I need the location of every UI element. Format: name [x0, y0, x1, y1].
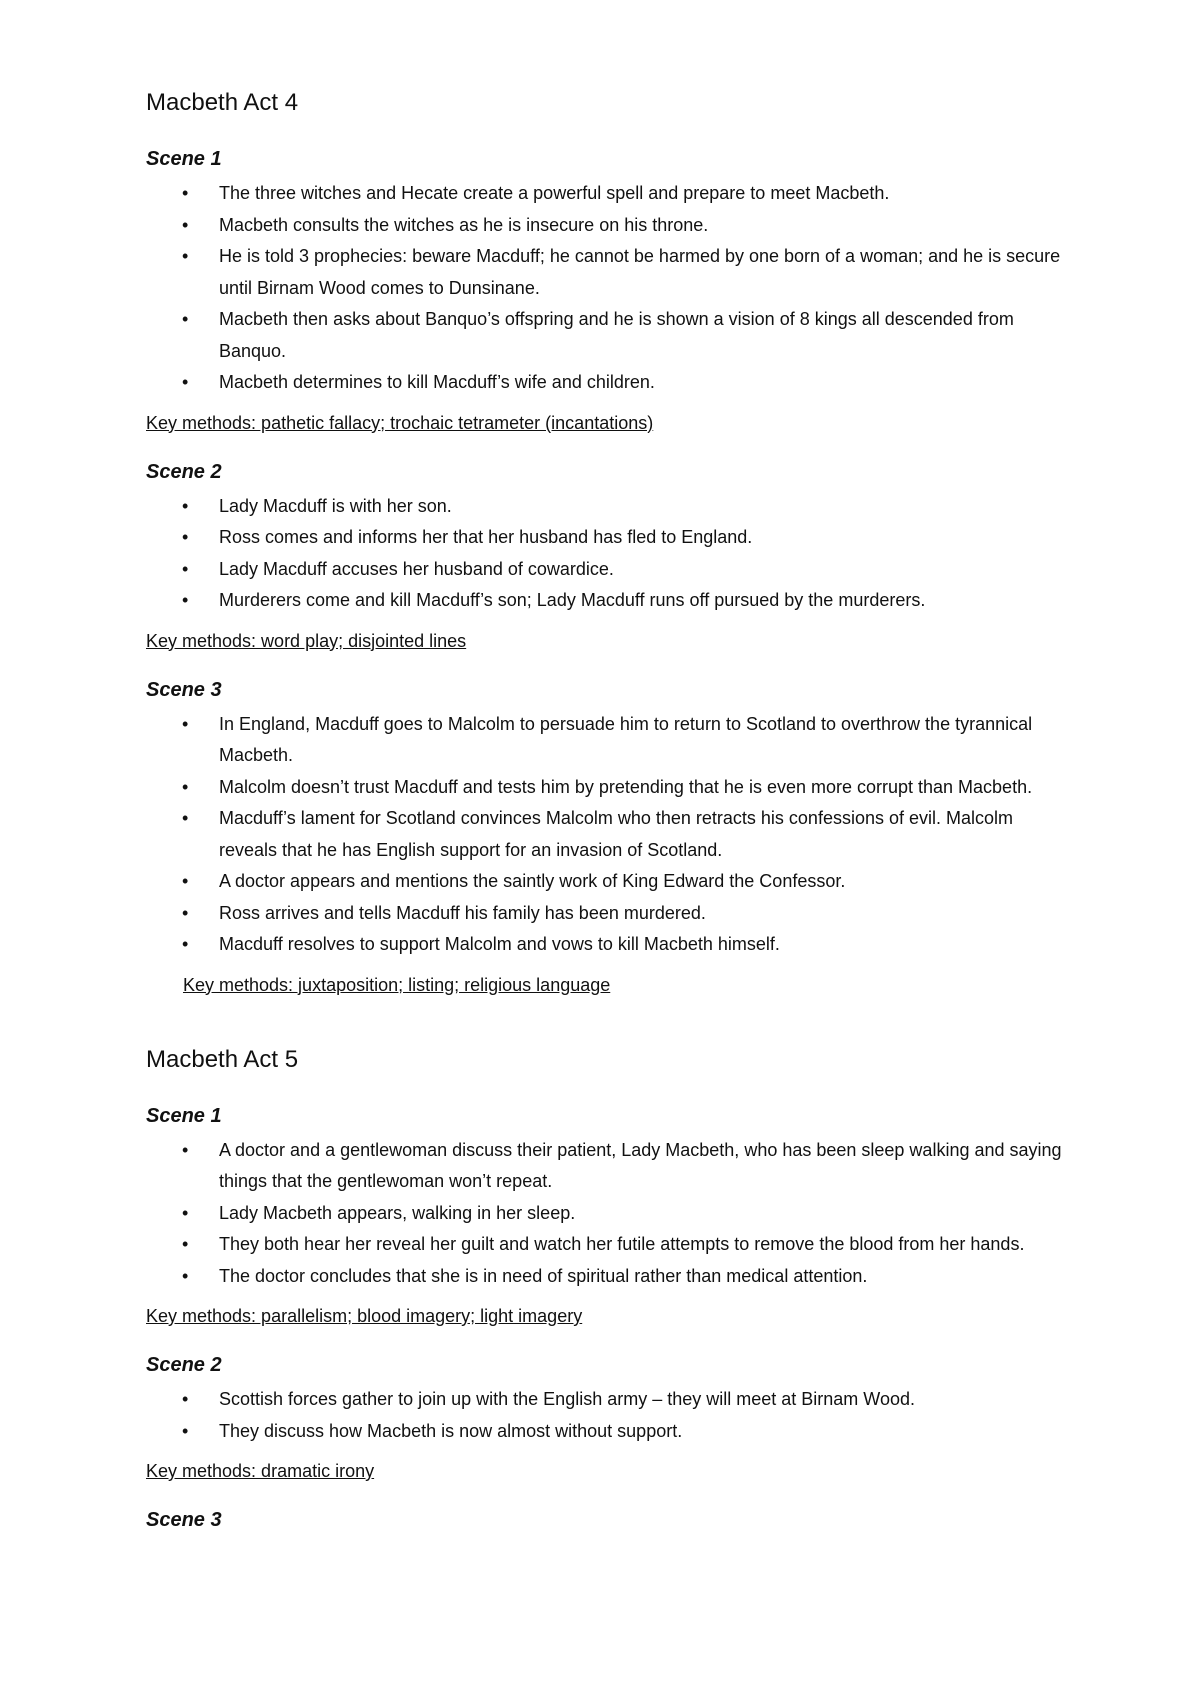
- list-item: • Macbeth then asks about Banquo’s offspring and he is shown a vision of 8 kings all descended from Banquo.: [146, 304, 1066, 367]
- bullet-list: [146, 1384, 1066, 1447]
- key-methods: Key methods: word play; disjointed lines: [146, 630, 467, 651]
- act-5-scene-1: [146, 1103, 1066, 1329]
- scene-title: Scene 2: [146, 460, 222, 483]
- list-item: • Lady Macduff is with her son.: [146, 491, 1066, 523]
- scene-title: Scene 1: [146, 1104, 222, 1127]
- act-5-scene-3: [146, 1507, 1066, 1533]
- list-item: • Lady Macduff accuses her husband of cowardice.: [146, 554, 1066, 586]
- list-item: • Macbeth consults the witches as he is insecure on his throne.: [146, 210, 1066, 242]
- bullet-list: [146, 709, 1066, 961]
- scene-title: Scene 3: [146, 678, 222, 701]
- list-item: • Ross comes and informs her that her husband has fled to England.: [146, 522, 1066, 554]
- list-item: • Malcolm doesn’t trust Macduff and tests him by pretending that he is even more corrupt than Macbeth.: [146, 772, 1066, 804]
- act-4-scene-2: [146, 459, 1066, 653]
- list-item: • The three witches and Hecate create a powerful spell and prepare to meet Macbeth.: [146, 178, 1066, 210]
- list-item: • He is told 3 prophecies: beware Macduff; he cannot be harmed by one born of a woman; and he is secure until Birnam Wood comes to Dunsinane.: [146, 241, 1066, 304]
- key-methods: Key methods: juxtaposition; listing; religious language: [183, 974, 611, 995]
- list-item: • Macduff resolves to support Malcolm and vows to kill Macbeth himself.: [146, 929, 1066, 961]
- key-methods: Key methods: parallelism; blood imagery; light imagery: [146, 1306, 583, 1326]
- list-item: • They both hear her reveal her guilt and watch her futile attempts to remove the blood from her hands.: [146, 1229, 1066, 1261]
- list-item: • They discuss how Macbeth is now almost without support.: [146, 1416, 1066, 1448]
- list-item: • Macduff’s lament for Scotland convinces Malcolm who then retracts his confessions of evil. Malcolm reveals that he has English support for an invasion of Scotland.: [146, 803, 1066, 866]
- key-methods: Key methods: dramatic irony: [146, 1461, 375, 1481]
- list-item: • A doctor and a gentlewoman discuss their patient, Lady Macbeth, who has been sleep walking and saying things that the gentlewoman won’t repeat.: [146, 1135, 1066, 1198]
- list-item: • Macbeth determines to kill Macduff’s wife and children.: [146, 367, 1066, 399]
- list-item: • Ross arrives and tells Macduff his family has been murdered.: [146, 898, 1066, 930]
- bullet-list: [146, 178, 1066, 399]
- document-page: [146, 88, 1066, 1539]
- list-item: • The doctor concludes that she is in need of spiritual rather than medical attention.: [146, 1261, 1066, 1293]
- act-5-title: Macbeth Act 5: [146, 1045, 299, 1073]
- list-item: • Scottish forces gather to join up with the English army – they will meet at Birnam Wood.: [146, 1384, 1066, 1416]
- bullet-list: [146, 1135, 1066, 1293]
- scene-title: Scene 1: [146, 148, 222, 170]
- key-methods: Key methods: pathetic fallacy; trochaic tetrameter (incantations): [146, 412, 654, 433]
- list-item: • A doctor appears and mentions the saintly work of King Edward the Confessor.: [146, 866, 1066, 898]
- list-item: • Lady Macbeth appears, walking in her sleep.: [146, 1198, 1066, 1230]
- scene-title: Scene 3: [146, 1509, 222, 1531]
- act-4-scene-3: [146, 677, 1066, 997]
- list-item: • In England, Macduff goes to Malcolm to persuade him to return to Scotland to overthrow the tyrannical Macbeth.: [146, 709, 1066, 772]
- act-4-title: Macbeth Act 4: [146, 89, 299, 116]
- act-5-scene-2: [146, 1352, 1066, 1483]
- list-item: • Murderers come and kill Macduff’s son; Lady Macduff runs off pursued by the murderers.: [146, 585, 1066, 617]
- bullet-list: [146, 491, 1066, 617]
- scene-title: Scene 2: [146, 1354, 222, 1376]
- act-4-scene-1: [146, 146, 1066, 435]
